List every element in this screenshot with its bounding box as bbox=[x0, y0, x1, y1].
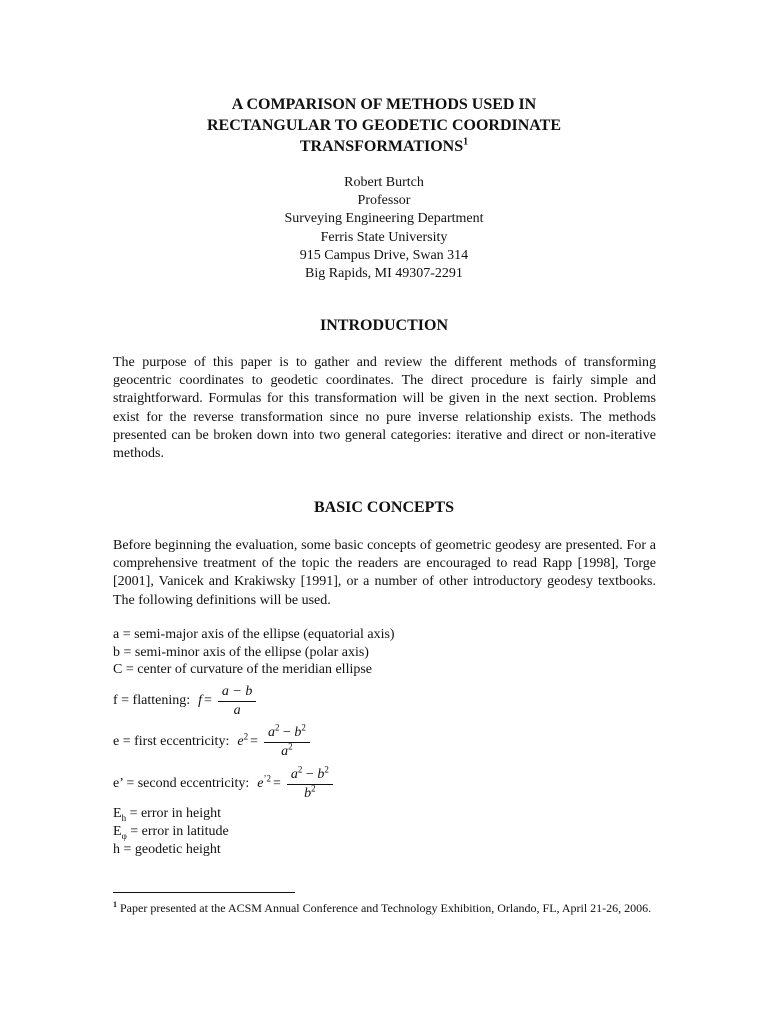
author-position: Professor bbox=[357, 193, 411, 209]
footnote-mark: 1 bbox=[113, 900, 117, 909]
second-ecc-den-exp: 2 bbox=[311, 782, 316, 793]
author-name: Robert Burtch bbox=[344, 175, 424, 190]
definition-semi-minor-axis: b = semi-minor axis of the ellipse (polar axis) bbox=[113, 645, 369, 660]
first-eccentricity-denominator bbox=[281, 740, 293, 760]
first-ecc-num-a-exp: 2 bbox=[274, 721, 280, 732]
second-ecc-num-op: − bbox=[302, 766, 318, 782]
basic-concepts-paragraph: Before beginning the evaluation, some basic concepts of geometric geodesy are presented. For a comprehensive treatment of the topic the readers are encouraged to read Rapp [1998], Torge [2001], Vanicek and Krakiwsky [1991], or a number of other introductory geodesy textbooks. The following definitions will be used. bbox=[113, 538, 656, 608]
flattening-formula bbox=[113, 683, 256, 719]
second-eccentricity-formula bbox=[113, 764, 333, 804]
first-ecc-num-a: a bbox=[267, 724, 275, 740]
first-eccentricity-formula bbox=[113, 722, 310, 762]
second-ecc-num-b-exp: 2 bbox=[324, 763, 329, 774]
second-eccentricity-fraction bbox=[287, 763, 333, 802]
second-ecc-num-a-exp: 2 bbox=[297, 763, 303, 774]
first-ecc-den: a bbox=[281, 743, 289, 759]
second-ecc-num-b: b bbox=[317, 766, 325, 782]
second-eccentricity-denominator bbox=[304, 782, 316, 802]
first-ecc-num-op: − bbox=[279, 724, 295, 740]
geodetic-height-definition: h = geodetic height bbox=[113, 842, 221, 857]
second-ecc-den: b bbox=[304, 785, 312, 801]
footnote-divider bbox=[113, 892, 295, 893]
flattening-equals: = bbox=[204, 693, 212, 708]
footnote-text: Paper presented at the ACSM Annual Conference and Technology Exhibition, Orlando, FL, April 21-26, 2006. bbox=[117, 901, 652, 915]
flattening-fraction bbox=[218, 684, 256, 719]
basic-concepts-heading: BASIC CONCEPTS bbox=[313, 499, 455, 516]
error-in-height-definition bbox=[113, 805, 221, 823]
paper-title bbox=[100, 94, 668, 157]
first-eccentricity-fraction bbox=[264, 721, 310, 760]
second-eccentricity-symbol: e bbox=[257, 776, 264, 791]
footnote bbox=[113, 900, 656, 916]
error-height-symbol: E bbox=[113, 806, 122, 821]
definition-center-of-curvature: C = center of curvature of the meridian ellipse bbox=[113, 662, 373, 677]
flattening-denominator: a bbox=[233, 702, 241, 718]
author-city: Big Rapids, MI 49307-2291 bbox=[305, 266, 463, 282]
first-eccentricity-var bbox=[237, 731, 249, 750]
error-in-latitude-definition bbox=[113, 823, 229, 841]
error-latitude-text: = error in latitude bbox=[126, 824, 229, 839]
introduction-heading: INTRODUCTION bbox=[319, 317, 448, 334]
flattening-var: f bbox=[198, 693, 202, 708]
first-eccentricity-equals: = bbox=[250, 734, 258, 749]
author-address: 915 Campus Drive, Swan 314 bbox=[299, 247, 469, 263]
second-eccentricity-label: e’ = second eccentricity: bbox=[113, 776, 250, 791]
first-eccentricity-exp: 2 bbox=[243, 731, 249, 742]
second-ecc-num-a: a bbox=[290, 766, 298, 782]
definition-semi-major-axis: a = semi-major axis of the ellipse (equatorial axis) bbox=[113, 627, 395, 642]
title-line-1: A COMPARISON OF METHODS USED IN bbox=[231, 96, 537, 113]
flattening-numerator: a − b bbox=[218, 684, 256, 702]
second-eccentricity-var bbox=[257, 773, 272, 792]
title-line-2: RECTANGULAR TO GEODETIC COORDINATE bbox=[207, 117, 561, 134]
author-university: Ferris State University bbox=[320, 229, 448, 245]
introduction-paragraph: The purpose of this paper is to gather and review the different methods of transforming geocentric coordinates to geodetic coordinates. The direct procedure is fairly simple and straightforward. Formulas for this transformation will be given in the next section. Problems exist for the reverse transformation since no pure inverse relationship exists. The methods presented can be broken down into two general categories: iterative and direct or non-iterative methods. bbox=[113, 355, 656, 462]
first-eccentricity-numerator bbox=[264, 721, 310, 743]
error-latitude-symbol: E bbox=[113, 824, 122, 839]
error-height-text: = error in height bbox=[126, 806, 222, 821]
second-eccentricity-equals: = bbox=[273, 776, 281, 791]
first-ecc-den-exp: 2 bbox=[288, 740, 293, 751]
second-eccentricity-exp: ’2 bbox=[263, 773, 272, 784]
error-height-sub: h bbox=[121, 812, 127, 823]
second-eccentricity-numerator bbox=[287, 763, 333, 785]
first-eccentricity-label: e = first eccentricity: bbox=[113, 734, 230, 749]
title-line-3: TRANSFORMATIONS bbox=[299, 138, 464, 155]
first-ecc-num-b: b bbox=[294, 724, 302, 740]
title-footnote-mark: 1 bbox=[463, 136, 469, 148]
author-department: Surveying Engineering Department bbox=[284, 211, 484, 227]
first-ecc-num-b-exp: 2 bbox=[301, 721, 306, 732]
author-block bbox=[100, 174, 668, 283]
first-eccentricity-symbol: e bbox=[237, 734, 244, 749]
error-latitude-sub: φ bbox=[121, 830, 127, 841]
flattening-label: f = flattening: bbox=[113, 693, 191, 708]
